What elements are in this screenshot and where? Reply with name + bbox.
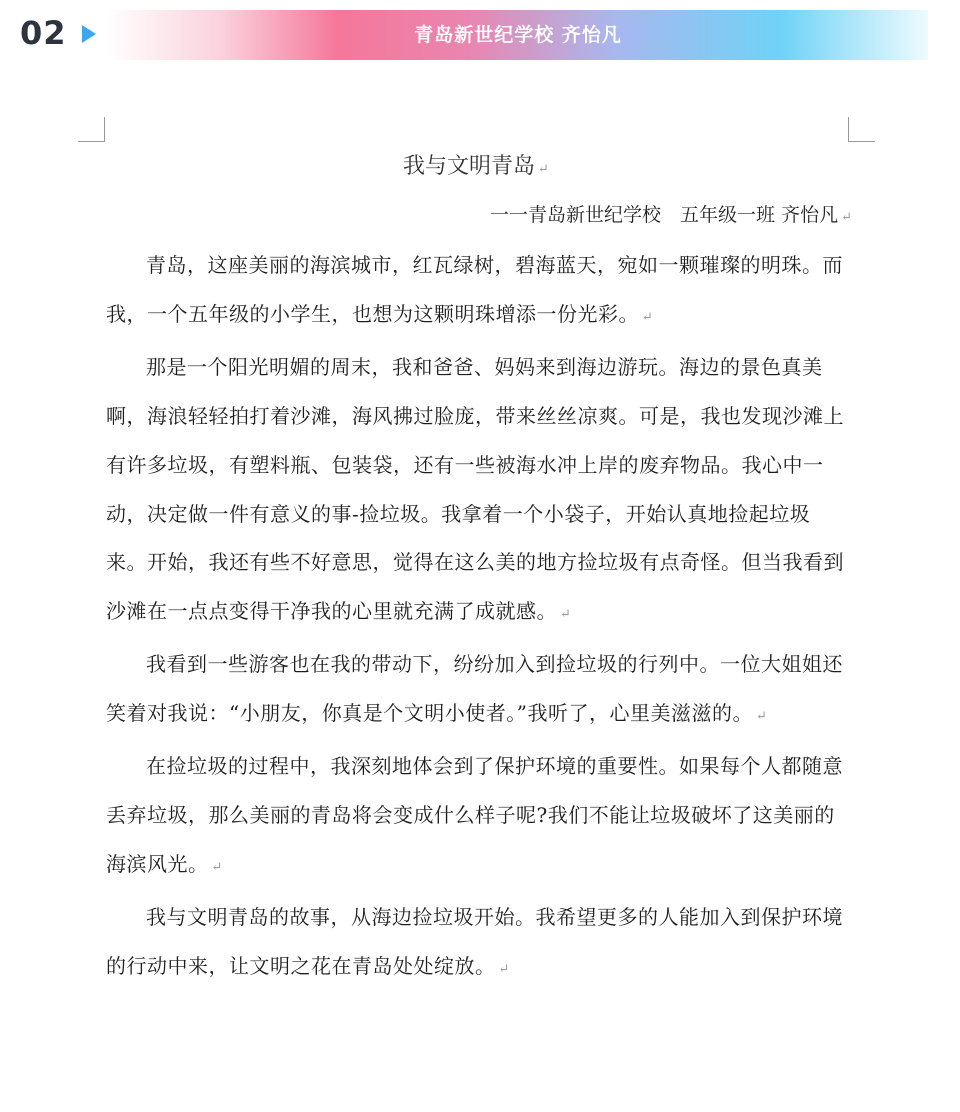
paragraph-mark-icon: ↵ bbox=[841, 210, 852, 225]
paragraph-text: 青岛，这座美丽的海滨城市，红瓦绿树，碧海蓝天，宛如一颗璀璨的明珠。而我，一个五年级的小学生，也想为这颗明珠增添一份光彩。 bbox=[106, 253, 843, 326]
paragraph-mark-icon: ↵ bbox=[538, 162, 549, 177]
paragraph-1 bbox=[106, 241, 846, 343]
paragraph-4 bbox=[106, 742, 846, 893]
title-banner bbox=[108, 10, 928, 60]
play-arrow-icon bbox=[82, 25, 96, 43]
paragraph-3 bbox=[106, 640, 846, 742]
paragraph-mark-icon: ↵ bbox=[211, 859, 223, 875]
corner-crop-mark-right bbox=[848, 117, 875, 142]
corner-crop-mark-left bbox=[78, 117, 105, 142]
paragraph-2 bbox=[106, 343, 846, 640]
essay-title-text: 我与文明青岛 bbox=[403, 154, 536, 179]
essay-title bbox=[106, 145, 846, 189]
paragraph-mark-icon: ↵ bbox=[755, 709, 768, 725]
paragraph-text: 我看到一些游客也在我的带动下，纷纷加入到捡垃圾的行列中。一位大姐姐还笑着对我说：“小朋友，你真是个文明小使者。”我听了，心里美滋滋的。 bbox=[106, 652, 843, 726]
paragraph-text: 我与文明青岛的故事，从海边捡垃圾开始。我希望更多的人能加入到保护环境的行动中来，让文明之花在青岛处处绽放。 bbox=[106, 904, 843, 978]
page-header bbox=[0, 0, 960, 70]
document-body bbox=[106, 145, 852, 995]
paragraph-5 bbox=[106, 893, 846, 995]
paragraph-text: 在捡垃圾的过程中，我深刻地体会到了保护环境的重要性。如果每个人都随意丢弃垃圾，那么美丽的青岛将会变成什么样子呢?我们不能让垃圾破坏了这美丽的海滨风光。 bbox=[106, 754, 843, 876]
paragraph-mark-icon: ↵ bbox=[560, 607, 572, 623]
paragraph-mark-icon: ↵ bbox=[498, 961, 510, 977]
author-line-text: 一一青岛新世纪学校 五年级一班 齐怡凡 bbox=[490, 204, 839, 226]
author-line bbox=[106, 189, 852, 241]
paragraph-mark-icon: ↵ bbox=[642, 309, 654, 325]
paragraph-text: 那是一个阳光明媚的周末，我和爸爸、妈妈来到海边游玩。海边的景色真美啊，海浪轻轻拍打着沙滩，海风拂过脸庞，带来丝丝凉爽。可是，我也发现沙滩上有许多垃圾，有塑料瓶、包装袋，还有一些被海水冲上岸的废弃物品。我心中一动，决定做一件有意义的事-捡垃圾。我拿着一个小袋子，开始认真地捡起垃圾来。开始，我还有些不好意思，觉得在这么美的地方捡垃圾有点奇怪。但当我看到沙滩在一点点变得干净我的心里就充满了成就感。 bbox=[106, 354, 844, 624]
banner-title: 青岛新世纪学校 齐怡凡 bbox=[414, 24, 622, 46]
page-number: 02 bbox=[20, 14, 67, 52]
